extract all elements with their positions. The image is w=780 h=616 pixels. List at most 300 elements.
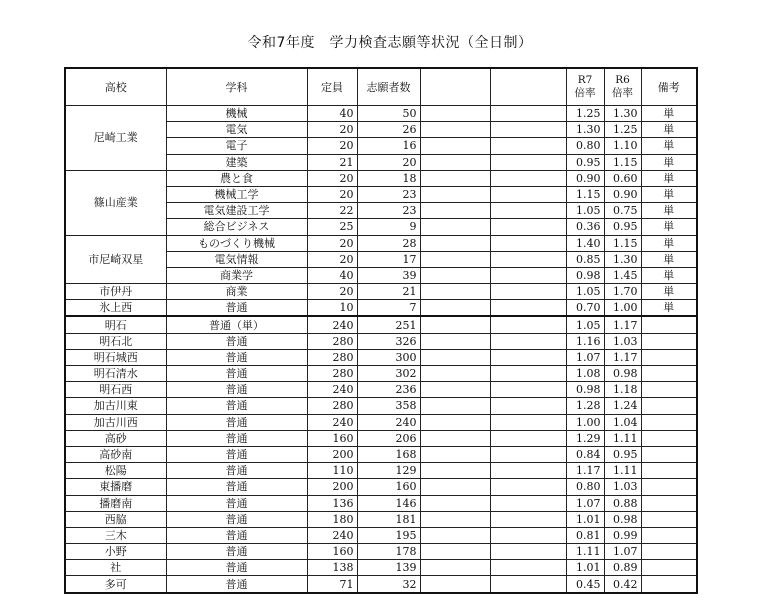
- capacity-cell: 20: [307, 122, 357, 138]
- note-cell: [641, 511, 697, 527]
- blank-cell-2: [490, 186, 566, 202]
- r6-ratio-cell: 1.30: [604, 251, 641, 267]
- blank-cell-2: [490, 527, 566, 543]
- blank-cell-1: [420, 430, 490, 446]
- note-cell: [641, 414, 697, 430]
- blank-cell-1: [420, 544, 490, 560]
- header-blank-1: [420, 68, 490, 106]
- applicants-cell: 129: [357, 463, 420, 479]
- r6-ratio-cell: 0.95: [604, 219, 641, 235]
- applicants-cell: 195: [357, 527, 420, 543]
- blank-cell-2: [490, 106, 566, 122]
- r6-ratio-cell: 1.30: [604, 106, 641, 122]
- note-cell: 単: [641, 138, 697, 154]
- r7-ratio-cell: 0.80: [566, 479, 604, 495]
- r7-ratio-cell: 1.17: [566, 463, 604, 479]
- table-row: [65, 527, 697, 543]
- department-cell: 機械: [166, 106, 307, 122]
- blank-cell-1: [420, 560, 490, 576]
- blank-cell-2: [490, 430, 566, 446]
- r7-ratio-cell: 0.36: [566, 219, 604, 235]
- school-name-cell: 加古川東: [65, 398, 166, 414]
- applicants-cell: 9: [357, 219, 420, 235]
- capacity-cell: 40: [307, 106, 357, 122]
- blank-cell-1: [420, 349, 490, 365]
- capacity-cell: 110: [307, 463, 357, 479]
- header-r6-top: R6: [615, 74, 630, 86]
- note-cell: 単: [641, 300, 697, 317]
- page-title: 令和7年度 学力検査志願等状況（全日制）: [247, 35, 533, 51]
- applicants-cell: 236: [357, 382, 420, 398]
- r6-ratio-cell: 1.15: [604, 154, 641, 170]
- blank-cell-2: [490, 511, 566, 527]
- r6-ratio-cell: 1.03: [604, 333, 641, 349]
- r6-ratio-cell: 1.03: [604, 479, 641, 495]
- capacity-cell: 280: [307, 366, 357, 382]
- table-row: [65, 430, 697, 446]
- note-cell: [641, 560, 697, 576]
- blank-cell-2: [490, 235, 566, 251]
- school-name-cell: 市尼崎双星: [65, 235, 166, 284]
- capacity-cell: 20: [307, 186, 357, 202]
- applicants-cell: 358: [357, 398, 420, 414]
- capacity-cell: 240: [307, 527, 357, 543]
- school-name-cell: 西脇: [65, 511, 166, 527]
- department-cell: 普通: [166, 398, 307, 414]
- applicants-cell: 181: [357, 511, 420, 527]
- department-cell: 普通: [166, 527, 307, 543]
- school-name-cell: 社: [65, 560, 166, 576]
- r7-ratio-cell: 1.29: [566, 430, 604, 446]
- school-name-cell: 加古川西: [65, 414, 166, 430]
- r7-ratio-cell: 0.85: [566, 251, 604, 267]
- r6-ratio-cell: 1.11: [604, 463, 641, 479]
- school-name-cell: 市伊丹: [65, 284, 166, 300]
- school-name-cell: 多可: [65, 576, 166, 593]
- note-cell: [641, 544, 697, 560]
- department-cell: 普通: [166, 366, 307, 382]
- r7-ratio-cell: 1.11: [566, 544, 604, 560]
- capacity-cell: 200: [307, 446, 357, 462]
- blank-cell-2: [490, 446, 566, 462]
- r6-ratio-cell: 0.89: [604, 560, 641, 576]
- capacity-cell: 40: [307, 267, 357, 283]
- capacity-cell: 280: [307, 349, 357, 365]
- applicants-cell: 26: [357, 122, 420, 138]
- header-applicants: 志願者数: [357, 68, 420, 106]
- capacity-cell: 21: [307, 154, 357, 170]
- school-name-cell: 小野: [65, 544, 166, 560]
- blank-cell-1: [420, 479, 490, 495]
- r6-ratio-cell: 1.00: [604, 300, 641, 317]
- blank-cell-1: [420, 154, 490, 170]
- r7-ratio-cell: 1.15: [566, 186, 604, 202]
- table-row: [65, 235, 697, 251]
- department-cell: 普通: [166, 511, 307, 527]
- school-name-cell: 明石北: [65, 333, 166, 349]
- applicants-cell: 20: [357, 154, 420, 170]
- note-cell: 単: [641, 106, 697, 122]
- r6-ratio-cell: 0.60: [604, 170, 641, 186]
- blank-cell-1: [420, 446, 490, 462]
- blank-cell-2: [490, 333, 566, 349]
- header-capacity: 定員: [307, 68, 357, 106]
- r7-ratio-cell: 1.30: [566, 122, 604, 138]
- department-cell: 普通: [166, 382, 307, 398]
- applicants-cell: 7: [357, 300, 420, 317]
- applicants-cell: 23: [357, 186, 420, 202]
- r7-ratio-cell: 0.80: [566, 138, 604, 154]
- capacity-cell: 240: [307, 382, 357, 398]
- table-row: [65, 576, 697, 593]
- blank-cell-1: [420, 366, 490, 382]
- department-cell: ものづくり機械: [166, 235, 307, 251]
- table-row: [65, 511, 697, 527]
- blank-cell-2: [490, 267, 566, 283]
- applicants-cell: 16: [357, 138, 420, 154]
- note-cell: [641, 495, 697, 511]
- r6-ratio-cell: 0.95: [604, 446, 641, 462]
- header-r6-ratio: [604, 68, 641, 106]
- capacity-cell: 200: [307, 479, 357, 495]
- department-cell: 総合ビジネス: [166, 219, 307, 235]
- school-name-cell: 篠山産業: [65, 170, 166, 235]
- blank-cell-2: [490, 463, 566, 479]
- blank-cell-2: [490, 576, 566, 593]
- blank-cell-2: [490, 560, 566, 576]
- r6-ratio-cell: 0.99: [604, 527, 641, 543]
- note-cell: 単: [641, 170, 697, 186]
- table-row: [65, 333, 697, 349]
- applicants-cell: 326: [357, 333, 420, 349]
- applicants-cell: 32: [357, 576, 420, 593]
- note-cell: [641, 333, 697, 349]
- table-row: [65, 300, 697, 317]
- blank-cell-1: [420, 170, 490, 186]
- capacity-cell: 10: [307, 300, 357, 317]
- header-r6-bottom: 倍率: [612, 87, 633, 99]
- r7-ratio-cell: 1.28: [566, 398, 604, 414]
- department-cell: 電気情報: [166, 251, 307, 267]
- r7-ratio-cell: 1.16: [566, 333, 604, 349]
- note-cell: [641, 430, 697, 446]
- department-cell: 普通: [166, 495, 307, 511]
- note-cell: [641, 398, 697, 414]
- applicants-cell: 23: [357, 203, 420, 219]
- department-cell: 普通: [166, 300, 307, 317]
- blank-cell-2: [490, 398, 566, 414]
- blank-cell-1: [420, 382, 490, 398]
- blank-cell-1: [420, 414, 490, 430]
- school-name-cell: 東播磨: [65, 479, 166, 495]
- school-name-cell: 明石: [65, 316, 166, 333]
- r6-ratio-cell: 0.75: [604, 203, 641, 219]
- table-row: [65, 560, 697, 576]
- header-department: 学科: [166, 68, 307, 106]
- blank-cell-1: [420, 284, 490, 300]
- note-cell: 単: [641, 251, 697, 267]
- capacity-cell: 180: [307, 511, 357, 527]
- school-name-cell: 明石清水: [65, 366, 166, 382]
- blank-cell-2: [490, 366, 566, 382]
- table-row: [65, 495, 697, 511]
- note-cell: [641, 349, 697, 365]
- applicants-cell: 178: [357, 544, 420, 560]
- capacity-cell: 280: [307, 333, 357, 349]
- note-cell: 単: [641, 186, 697, 202]
- school-name-cell: 三木: [65, 527, 166, 543]
- note-cell: 単: [641, 203, 697, 219]
- header-note: 備考: [641, 68, 697, 106]
- header-r7-top: R7: [577, 74, 593, 86]
- r6-ratio-cell: 1.70: [604, 284, 641, 300]
- capacity-cell: 160: [307, 430, 357, 446]
- r6-ratio-cell: 1.11: [604, 430, 641, 446]
- blank-cell-1: [420, 333, 490, 349]
- department-cell: 普通: [166, 560, 307, 576]
- r7-ratio-cell: 0.70: [566, 300, 604, 317]
- capacity-cell: 240: [307, 316, 357, 333]
- blank-cell-1: [420, 527, 490, 543]
- r7-ratio-cell: 1.01: [566, 511, 604, 527]
- header-r7-ratio: [566, 68, 604, 106]
- department-cell: 建築: [166, 154, 307, 170]
- blank-cell-1: [420, 203, 490, 219]
- department-cell: 電子: [166, 138, 307, 154]
- table-row: [65, 463, 697, 479]
- note-cell: 単: [641, 284, 697, 300]
- table-row: [65, 366, 697, 382]
- capacity-cell: 240: [307, 414, 357, 430]
- r6-ratio-cell: 0.88: [604, 495, 641, 511]
- r7-ratio-cell: 1.40: [566, 235, 604, 251]
- r6-ratio-cell: 1.17: [604, 349, 641, 365]
- capacity-cell: 71: [307, 576, 357, 593]
- note-cell: 単: [641, 154, 697, 170]
- blank-cell-1: [420, 267, 490, 283]
- table-row: [65, 170, 697, 186]
- header-blank-2: [490, 68, 566, 106]
- r7-ratio-cell: 0.98: [566, 267, 604, 283]
- applicants-cell: 251: [357, 316, 420, 333]
- blank-cell-2: [490, 170, 566, 186]
- capacity-cell: 136: [307, 495, 357, 511]
- blank-cell-1: [420, 122, 490, 138]
- table-row: [65, 398, 697, 414]
- blank-cell-2: [490, 219, 566, 235]
- r7-ratio-cell: 1.07: [566, 495, 604, 511]
- r7-ratio-cell: 1.01: [566, 560, 604, 576]
- r7-ratio-cell: 0.81: [566, 527, 604, 543]
- r7-ratio-cell: 0.98: [566, 382, 604, 398]
- department-cell: 普通: [166, 463, 307, 479]
- applicant-status-table: [64, 67, 698, 594]
- r7-ratio-cell: 1.05: [566, 203, 604, 219]
- blank-cell-1: [420, 186, 490, 202]
- school-name-cell: 播磨南: [65, 495, 166, 511]
- note-cell: [641, 382, 697, 398]
- r6-ratio-cell: 0.98: [604, 511, 641, 527]
- blank-cell-2: [490, 122, 566, 138]
- note-cell: 単: [641, 219, 697, 235]
- capacity-cell: 280: [307, 398, 357, 414]
- department-cell: 普通: [166, 349, 307, 365]
- table-row: [65, 316, 697, 333]
- school-name-cell: 尼崎工業: [65, 106, 166, 171]
- r7-ratio-cell: 1.08: [566, 366, 604, 382]
- school-name-cell: 明石西: [65, 382, 166, 398]
- department-cell: 普通: [166, 446, 307, 462]
- blank-cell-2: [490, 316, 566, 333]
- note-cell: [641, 576, 697, 593]
- blank-cell-2: [490, 349, 566, 365]
- blank-cell-1: [420, 576, 490, 593]
- school-name-cell: 明石城西: [65, 349, 166, 365]
- blank-cell-2: [490, 544, 566, 560]
- capacity-cell: 160: [307, 544, 357, 560]
- applicants-cell: 18: [357, 170, 420, 186]
- department-cell: 機械工学: [166, 186, 307, 202]
- note-cell: [641, 366, 697, 382]
- applicants-cell: 240: [357, 414, 420, 430]
- capacity-cell: 20: [307, 251, 357, 267]
- capacity-cell: 20: [307, 138, 357, 154]
- r7-ratio-cell: 0.84: [566, 446, 604, 462]
- note-cell: [641, 316, 697, 333]
- note-cell: [641, 527, 697, 543]
- table-row: [65, 446, 697, 462]
- capacity-cell: 22: [307, 203, 357, 219]
- note-cell: 単: [641, 122, 697, 138]
- note-cell: [641, 463, 697, 479]
- r7-ratio-cell: 1.07: [566, 349, 604, 365]
- department-cell: 普通: [166, 544, 307, 560]
- blank-cell-2: [490, 251, 566, 267]
- header-r7-bottom: 倍率: [574, 87, 596, 99]
- capacity-cell: 20: [307, 235, 357, 251]
- blank-cell-2: [490, 138, 566, 154]
- applicants-cell: 206: [357, 430, 420, 446]
- capacity-cell: 20: [307, 170, 357, 186]
- department-cell: 普通: [166, 333, 307, 349]
- blank-cell-1: [420, 300, 490, 317]
- applicants-cell: 302: [357, 366, 420, 382]
- blank-cell-1: [420, 106, 490, 122]
- r7-ratio-cell: 0.95: [566, 154, 604, 170]
- r6-ratio-cell: 1.10: [604, 138, 641, 154]
- blank-cell-1: [420, 398, 490, 414]
- applicants-cell: 17: [357, 251, 420, 267]
- department-cell: 商業: [166, 284, 307, 300]
- capacity-cell: 20: [307, 284, 357, 300]
- r7-ratio-cell: 1.05: [566, 316, 604, 333]
- table-body: [65, 106, 697, 593]
- r7-ratio-cell: 0.90: [566, 170, 604, 186]
- r6-ratio-cell: 0.98: [604, 366, 641, 382]
- r6-ratio-cell: 1.45: [604, 267, 641, 283]
- department-cell: 普通: [166, 479, 307, 495]
- note-cell: 単: [641, 235, 697, 251]
- r7-ratio-cell: 1.00: [566, 414, 604, 430]
- r6-ratio-cell: 0.90: [604, 186, 641, 202]
- r6-ratio-cell: 1.17: [604, 316, 641, 333]
- applicants-cell: 168: [357, 446, 420, 462]
- blank-cell-2: [490, 382, 566, 398]
- note-cell: [641, 446, 697, 462]
- department-cell: 普通: [166, 576, 307, 593]
- r6-ratio-cell: 1.24: [604, 398, 641, 414]
- note-cell: 単: [641, 267, 697, 283]
- r7-ratio-cell: 1.25: [566, 106, 604, 122]
- blank-cell-1: [420, 316, 490, 333]
- r6-ratio-cell: 0.42: [604, 576, 641, 593]
- blank-cell-1: [420, 463, 490, 479]
- applicants-cell: 39: [357, 267, 420, 283]
- school-name-cell: 高砂南: [65, 446, 166, 462]
- header-school: 高校: [65, 68, 166, 106]
- r7-ratio-cell: 1.05: [566, 284, 604, 300]
- applicants-cell: 300: [357, 349, 420, 365]
- table-row: [65, 382, 697, 398]
- applicants-cell: 50: [357, 106, 420, 122]
- applicants-cell: 146: [357, 495, 420, 511]
- applicants-cell: 21: [357, 284, 420, 300]
- r6-ratio-cell: 1.25: [604, 122, 641, 138]
- capacity-cell: 25: [307, 219, 357, 235]
- applicants-cell: 28: [357, 235, 420, 251]
- table-row: [65, 414, 697, 430]
- blank-cell-2: [490, 154, 566, 170]
- table-row: [65, 106, 697, 122]
- department-cell: 農と食: [166, 170, 307, 186]
- applicants-cell: 139: [357, 560, 420, 576]
- blank-cell-2: [490, 284, 566, 300]
- blank-cell-2: [490, 300, 566, 317]
- r7-ratio-cell: 0.45: [566, 576, 604, 593]
- applicants-cell: 160: [357, 479, 420, 495]
- blank-cell-1: [420, 138, 490, 154]
- table-row: [65, 479, 697, 495]
- school-name-cell: 高砂: [65, 430, 166, 446]
- school-name-cell: 松陽: [65, 463, 166, 479]
- capacity-cell: 138: [307, 560, 357, 576]
- blank-cell-1: [420, 511, 490, 527]
- blank-cell-2: [490, 495, 566, 511]
- department-cell: 電気: [166, 122, 307, 138]
- department-cell: 普通: [166, 430, 307, 446]
- r6-ratio-cell: 1.15: [604, 235, 641, 251]
- r6-ratio-cell: 1.04: [604, 414, 641, 430]
- department-cell: 電気建設工学: [166, 203, 307, 219]
- blank-cell-2: [490, 203, 566, 219]
- table-row: [65, 284, 697, 300]
- table-row: [65, 544, 697, 560]
- department-cell: 商業学: [166, 267, 307, 283]
- blank-cell-1: [420, 495, 490, 511]
- blank-cell-1: [420, 235, 490, 251]
- department-cell: 普通: [166, 414, 307, 430]
- blank-cell-2: [490, 479, 566, 495]
- blank-cell-2: [490, 414, 566, 430]
- blank-cell-1: [420, 251, 490, 267]
- department-cell: 普通（単）: [166, 316, 307, 333]
- r6-ratio-cell: 1.18: [604, 382, 641, 398]
- note-cell: [641, 479, 697, 495]
- school-name-cell: 氷上西: [65, 300, 166, 317]
- blank-cell-1: [420, 219, 490, 235]
- table-header-row: [65, 68, 697, 106]
- table-row: [65, 349, 697, 365]
